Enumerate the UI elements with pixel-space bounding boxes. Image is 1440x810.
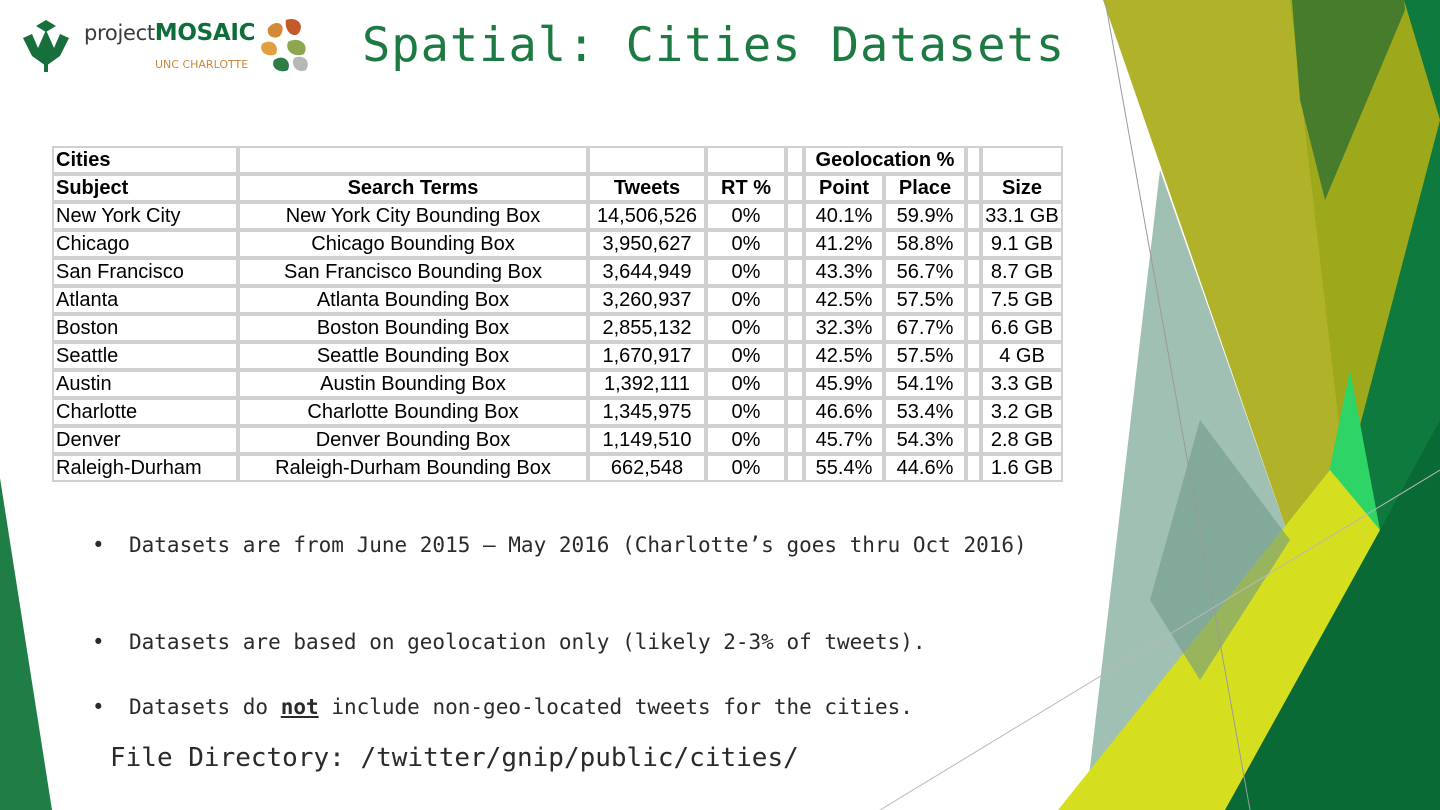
cell-size: 1.6 GB [981, 454, 1063, 482]
cell-subject: Denver [52, 426, 238, 454]
cell-search-terms: New York City Bounding Box [238, 202, 588, 230]
cell-point: 32.3% [804, 314, 884, 342]
cell-place: 54.1% [884, 370, 966, 398]
cell-search-terms: San Francisco Bounding Box [238, 258, 588, 286]
table-row [52, 426, 1063, 454]
empty-cell [966, 174, 981, 202]
cell-subject: Atlanta [52, 286, 238, 314]
empty-cell [786, 370, 804, 398]
empty-cell [786, 258, 804, 286]
cell-place: 57.5% [884, 342, 966, 370]
bullet-dot-icon: • [92, 533, 105, 557]
cell-subject: New York City [52, 202, 238, 230]
cell-size: 6.6 GB [981, 314, 1063, 342]
empty-cell [706, 146, 786, 174]
cell-place: 53.4% [884, 398, 966, 426]
bullet-text-emphasis: not [280, 695, 319, 719]
bullet-text-post: include non-geo-located tweets for the cities. [331, 695, 913, 719]
cell-search-terms: Raleigh-Durham Bounding Box [238, 454, 588, 482]
bullet-item [92, 627, 1119, 658]
cell-tweets: 3,260,937 [588, 286, 706, 314]
empty-cell [786, 426, 804, 454]
empty-cell [786, 146, 804, 174]
cell-search-terms: Austin Bounding Box [238, 370, 588, 398]
cell-rt: 0% [706, 342, 786, 370]
group-header-cities: Cities [52, 146, 238, 174]
empty-cell [966, 230, 981, 258]
empty-cell [786, 230, 804, 258]
cell-point: 42.5% [804, 286, 884, 314]
cell-search-terms: Chicago Bounding Box [238, 230, 588, 258]
empty-cell [966, 342, 981, 370]
cell-rt: 0% [706, 454, 786, 482]
cell-subject: Raleigh-Durham [52, 454, 238, 482]
cell-search-terms: Denver Bounding Box [238, 426, 588, 454]
cell-rt: 0% [706, 202, 786, 230]
cell-point: 46.6% [804, 398, 884, 426]
table-row [52, 342, 1063, 370]
cell-size: 7.5 GB [981, 286, 1063, 314]
logo-subtitle: UNC CHARLOTTE [155, 58, 249, 71]
cell-search-terms: Seattle Bounding Box [238, 342, 588, 370]
empty-cell [786, 454, 804, 482]
logo-wordmark [84, 20, 255, 46]
table-row [52, 454, 1063, 482]
cell-subject: Chicago [52, 230, 238, 258]
empty-cell [786, 342, 804, 370]
cell-subject: San Francisco [52, 258, 238, 286]
table-group-header-row [52, 146, 1063, 174]
table-row [52, 314, 1063, 342]
cell-size: 9.1 GB [981, 230, 1063, 258]
cell-point: 40.1% [804, 202, 884, 230]
cell-place: 59.9% [884, 202, 966, 230]
table-row [52, 286, 1063, 314]
cell-rt: 0% [706, 258, 786, 286]
cell-size: 33.1 GB [981, 202, 1063, 230]
bullet-text: Datasets are from June 2015 — May 2016 (Charlotte’s goes thru Oct 2016) [129, 533, 1027, 557]
table-row [52, 230, 1063, 258]
cell-rt: 0% [706, 286, 786, 314]
empty-cell [238, 146, 588, 174]
empty-cell [786, 174, 804, 202]
cell-size: 3.3 GB [981, 370, 1063, 398]
mosaic-emblem-icon [261, 19, 308, 71]
bullet-dot-icon: • [92, 630, 105, 654]
empty-cell [981, 146, 1063, 174]
cell-point: 42.5% [804, 342, 884, 370]
cell-place: 54.3% [884, 426, 966, 454]
empty-cell [588, 146, 706, 174]
cell-tweets: 662,548 [588, 454, 706, 482]
bullet-text-pre: Datasets do [129, 695, 269, 719]
left-green-wedge [0, 478, 52, 810]
table-row [52, 202, 1063, 230]
cell-tweets: 3,950,627 [588, 230, 706, 258]
cell-place: 56.7% [884, 258, 966, 286]
empty-cell [966, 202, 981, 230]
header-tweets: Tweets [588, 174, 706, 202]
header-subject: Subject [52, 174, 238, 202]
cell-subject: Charlotte [52, 398, 238, 426]
empty-cell [786, 202, 804, 230]
cell-place: 57.5% [884, 286, 966, 314]
cell-place: 44.6% [884, 454, 966, 482]
cell-subject: Boston [52, 314, 238, 342]
header-point: Point [804, 174, 884, 202]
cell-tweets: 1,149,510 [588, 426, 706, 454]
empty-cell [966, 286, 981, 314]
cell-size: 4 GB [981, 342, 1063, 370]
group-header-geolocation: Geolocation % [804, 146, 966, 174]
bullet-item [92, 530, 1119, 561]
cell-size: 2.8 GB [981, 426, 1063, 454]
logo-prefix: project [84, 21, 155, 45]
bullet-text: Datasets are based on geolocation only (likely 2-3% of tweets). [129, 630, 926, 654]
header-rt: RT % [706, 174, 786, 202]
cell-place: 58.8% [884, 230, 966, 258]
empty-cell [966, 370, 981, 398]
empty-cell [966, 146, 981, 174]
table-header-row [52, 174, 1063, 202]
cell-tweets: 3,644,949 [588, 258, 706, 286]
cell-tweets: 14,506,526 [588, 202, 706, 230]
slide-title: Spatial: Cities Datasets [362, 18, 1066, 73]
cell-rt: 0% [706, 230, 786, 258]
cell-subject: Austin [52, 370, 238, 398]
cell-place: 67.7% [884, 314, 966, 342]
empty-cell [966, 454, 981, 482]
cell-subject: Seattle [52, 342, 238, 370]
cell-rt: 0% [706, 370, 786, 398]
cell-size: 8.7 GB [981, 258, 1063, 286]
header-size: Size [981, 174, 1063, 202]
crown-emblem-icon [23, 20, 69, 72]
cell-point: 45.9% [804, 370, 884, 398]
cell-point: 45.7% [804, 426, 884, 454]
empty-cell [966, 398, 981, 426]
cell-tweets: 1,345,975 [588, 398, 706, 426]
empty-cell [786, 398, 804, 426]
cell-search-terms: Charlotte Bounding Box [238, 398, 588, 426]
cell-point: 43.3% [804, 258, 884, 286]
cities-datasets-table [52, 146, 1063, 482]
cell-search-terms: Atlanta Bounding Box [238, 286, 588, 314]
cell-rt: 0% [706, 398, 786, 426]
header-place: Place [884, 174, 966, 202]
cell-tweets: 1,670,917 [588, 342, 706, 370]
cell-rt: 0% [706, 314, 786, 342]
cell-size: 3.2 GB [981, 398, 1063, 426]
cell-search-terms: Boston Bounding Box [238, 314, 588, 342]
empty-cell [966, 258, 981, 286]
bullet-item [92, 692, 1119, 723]
empty-cell [966, 426, 981, 454]
logo-main: MOSAIC [154, 20, 256, 46]
cell-tweets: 2,855,132 [588, 314, 706, 342]
cell-point: 55.4% [804, 454, 884, 482]
header-search-terms: Search Terms [238, 174, 588, 202]
table-row [52, 258, 1063, 286]
cell-point: 41.2% [804, 230, 884, 258]
cell-rt: 0% [706, 426, 786, 454]
cell-tweets: 1,392,111 [588, 370, 706, 398]
table-row [52, 398, 1063, 426]
empty-cell [966, 314, 981, 342]
empty-cell [786, 286, 804, 314]
table-row [52, 370, 1063, 398]
bullet-dot-icon: • [92, 695, 105, 719]
empty-cell [786, 314, 804, 342]
file-directory-path: File Directory: /twitter/gnip/public/cities/ [110, 743, 799, 773]
